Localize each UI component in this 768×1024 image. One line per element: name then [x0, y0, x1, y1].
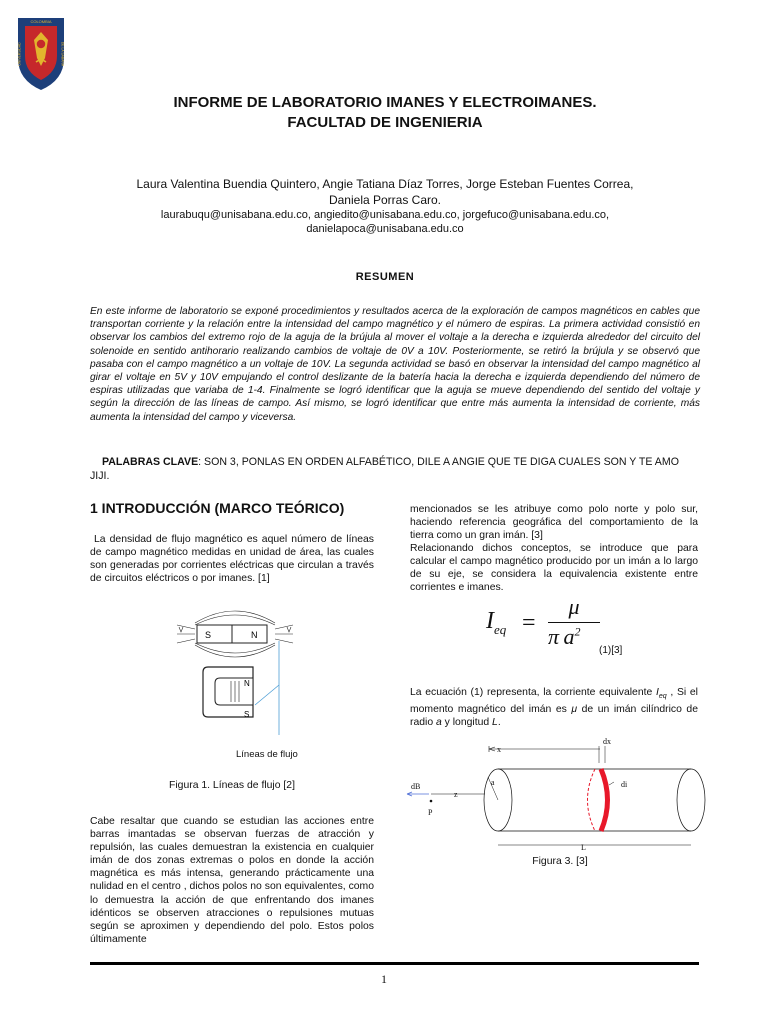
equation-lhs-sub: eq [494, 621, 507, 637]
figure1-label: Líneas de flujo [236, 749, 298, 760]
abstract-text: En este informe de laboratorio se exponé procedimientos y resultados acerca de la exploración de campos magnéticos en cables que transportan corriente y la relación entre la intensidad del campo magnético y el número de espiras. La primera actividad consistió en observar los cambios del extremo rojo de la aguja de la brújula al mover el voltaje a la derecha e izquierda alrededor del circuito del solenoide en sentido antihorario realizando cambios de voltaje de 0V a 10V. Posteriormente, se retiró la brújula y se observó que pasaba con el campo magnético a un voltaje de 10V. La segunda actividad se basó en observar la intensidad del campo magnético al girar el voltaje en 5V y 10V empujando el control deslizante de la batería hacia la derecha e izquierda dependiendo del número de espiras utilizadas que variaba de 1-4. Finalmente se logró identificar que la aguja se mueve dependiendo del sentido del voltaje y según la dirección de las líneas de campo. Así mismo, se logró identificar que entre más aumenta la intensidad de corriente, más aumenta la intensidad del campo y viceversa. [90, 306, 700, 423]
equation-lhs: I [486, 608, 494, 634]
figure1-magnet-n: N [251, 630, 258, 640]
page-number: 1 [381, 972, 387, 986]
figure3-di: di [621, 780, 628, 789]
figure3-P: P [428, 808, 433, 817]
equation-reference: (1)[3] [599, 645, 623, 656]
figure3-a: a [491, 778, 495, 787]
authors-line2: Daniela Porras Caro. [328, 193, 442, 207]
intro-paragraph-1: La densidad de flujo magnético es aquel número de líneas de campo magnético medidas en unidad de área, las cuales son generadas por corrientes eléctricas que circulan a través de circuitos eléctricos o por imanes. [1] [90, 534, 374, 585]
figure1-u-s: S [244, 710, 250, 719]
authors-line1: Laura Valentina Buendia Quintero, Angie Tatiana Díaz Torres, Jorge Esteban Fuentes Correa, [136, 177, 634, 191]
right-paragraph-3: La ecuación (1) representa, la corriente equivalente $I_{eq}$ , Si el momento magnético del imán es μ de un imán cilíndrico de radio a y longitud L. [410, 687, 698, 729]
figure1-caption: Figura 1. Líneas de flujo [2] [169, 780, 295, 791]
figure1-flux-lines-diagram [175, 605, 305, 735]
university-seal-logo [12, 14, 70, 92]
footer-rule [90, 962, 699, 965]
intro-paragraph-2: Cabe resaltar que cuando se estudian las acciones entre barras imantadas se observan fuerzas de atracción y repulsión, las cuales demuestran la existencia en cualquier imán de dos zonas extremas o polos en donde la acción magnética es más intensa, generando prácticamente una nulidad en el centro , dichos polos no son equivalentes, como lo demuestra la acción de que enfrentando dos imanes idénticos se observen atracciones o repulsiones mutuas según se aproximen y dependiendo del polo. Estos polos últimamente [90, 816, 374, 945]
figure3-L: L [581, 843, 586, 852]
figure1-magnet-s: S [205, 630, 212, 640]
svg-text:UNIVERSIDAD: UNIVERSIDAD [17, 42, 22, 66]
keywords [90, 455, 700, 483]
right-paragraph-1: mencionados se les atribuye como polo norte y polo sur, haciendo referencia geográfica del comportamiento de la tierra como un gran imán. [3] [410, 504, 698, 542]
figure3-dB: dB [411, 782, 421, 791]
equation-den-a: a [563, 624, 575, 649]
figure3-z: z [454, 790, 458, 799]
svg-text:DE LA SABANA: DE LA SABANA [60, 41, 65, 67]
report-title-line1: INFORME DE LABORATORIO IMANES Y ELECTROIMANES. [173, 94, 597, 111]
equation-1: $I_{eq}$ = μ π $a^2$ [486, 594, 606, 658]
emails-line1: laurabuqu@unisabana.edu.co, angiedito@unisabana.edu.co, jorgefuco@unisabana.edu.co, [160, 209, 610, 221]
emails-line2: danielapoca@unisabana.edu.co [306, 223, 464, 235]
equation-numerator: μ [568, 594, 580, 619]
equation-den-exp: 2 [574, 624, 581, 639]
figure3-x: x [497, 745, 501, 754]
svg-text:COLOMBIA: COLOMBIA [30, 19, 52, 24]
figure1-u-n: N [244, 679, 250, 688]
equation-den-pi: π [548, 624, 560, 649]
figure3-cylinder-diagram [405, 737, 710, 855]
right-paragraph-2: Relacionando dichos conceptos, se introduce que para calcular el campo magnético producido por un imán a lo largo de su eje, se considera la equivalencia existente entre corrientes e imanes. [410, 543, 698, 594]
figure3-dx: dx [603, 737, 611, 746]
abstract-heading: RESUMEN [355, 271, 415, 283]
figure3-caption: Figura 3. [3] [532, 856, 588, 867]
report-title-line2: FACULTAD DE INGENIERIA [287, 114, 483, 131]
section-heading: 1 INTRODUCCIÓN (MARCO TEÓRICO) [90, 500, 345, 516]
keywords-label: PALABRAS CLAVE [102, 456, 199, 468]
keywords-text: : SON 3, PONLAS EN ORDEN ALFABÉTICO, DILE A ANGIE QUE TE DIGA CUALES SON Y TE AMO JIJI. [90, 456, 679, 482]
